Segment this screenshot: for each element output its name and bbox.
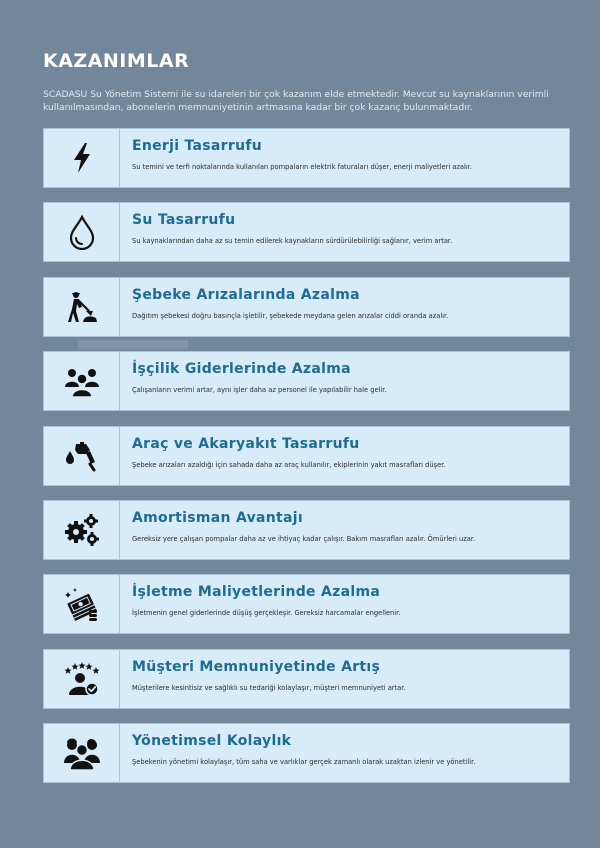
customer-rating-icon — [64, 661, 100, 697]
management-team-icon — [64, 735, 100, 771]
benefit-description: İşletmenin genel giderlerinde düşüş gerçekleşir. Gereksiz harcamalar engellenir. — [132, 609, 401, 618]
benefit-card — [43, 128, 570, 188]
benefit-icon-box — [44, 129, 120, 187]
benefit-card — [43, 202, 570, 262]
benefit-card — [43, 426, 570, 486]
benefit-card — [43, 500, 570, 560]
benefit-title: Şebeke Arızalarında Azalma — [132, 286, 360, 303]
benefit-title: İşçilik Giderlerinde Azalma — [132, 361, 351, 378]
benefit-description: Su kaynaklarından daha az su temin edilerek kaynakların sürdürülebilirliği sağlanır, verim artar. — [132, 237, 453, 246]
benefit-icon-box — [44, 352, 120, 410]
benefit-title: Müşteri Memnuniyetinde Artış — [132, 658, 381, 675]
benefit-description: Müşterilere kesintisiz ve sağlıklı su tedariği kolaylaşır, müşteri memnuniyeti artar. — [132, 683, 406, 692]
benefit-description: Şebekenin yönetimi kolaylaşır, tüm saha ve varlıklar gerçek zamanlı olarak uzaktan izlenir ve yönetilir. — [132, 758, 476, 767]
benefit-card — [43, 723, 570, 783]
benefit-icon-box — [44, 575, 120, 633]
benefit-card — [43, 351, 570, 411]
benefit-icon-box — [44, 650, 120, 708]
benefit-title: Araç ve Akaryakıt Tasarrufu — [132, 435, 360, 452]
benefits-list — [43, 128, 570, 798]
page-title: KAZANIMLAR — [43, 50, 190, 72]
lightning-icon — [64, 140, 100, 176]
people-group-icon — [64, 363, 100, 399]
gears-icon — [64, 512, 100, 548]
benefit-icon-box — [44, 724, 120, 782]
benefit-icon-box — [44, 203, 120, 261]
money-stack-icon — [64, 586, 100, 622]
benefit-title: İşletme Maliyetlerinde Azalma — [132, 584, 381, 601]
benefit-description: Su temini ve terfi noktalarında kullanılan pompaların elektrik faturaları düşer, enerji maliyetleri azalır. — [132, 163, 473, 171]
benefit-description: Çalışanların verimi artar, aynı işler daha az personel ile yapılabilir hale gelir. — [132, 386, 387, 395]
benefit-card — [43, 277, 570, 337]
benefit-title: Su Tasarrufu — [132, 212, 236, 229]
intro-paragraph: SCADASU Su Yönetim Sistemi ile su idareleri bir çok kazanım elde etmektedir. Mevcut su kaynaklarının verimli kullanılmasından, abonelerin memnuniyetinin artmasına kadar bir çok kazanç bulunmaktadır. — [43, 89, 549, 113]
fuel-nozzle-icon — [64, 438, 100, 474]
benefit-icon-box — [44, 278, 120, 336]
water-drop-icon — [64, 214, 100, 250]
benefit-title: Yönetimsel Kolaylık — [132, 733, 292, 750]
benefit-card — [43, 574, 570, 634]
benefit-description: Şebeke arızaları azaldığı için sahada daha az araç kullanılır, ekiplerinin yakıt masrafları düşer. — [132, 460, 446, 469]
benefit-icon-box — [44, 427, 120, 485]
worker-digging-icon — [64, 289, 100, 325]
benefit-title: Amortisman Avantajı — [132, 509, 303, 526]
benefit-title: Enerji Tasarrufu — [132, 138, 263, 154]
benefit-icon-box — [44, 501, 120, 559]
benefit-description: Gereksiz yere çalışan pompalar daha az ve ihtiyaç kadar çalışır. Bakım masrafları azalır. Ömürleri uzar. — [132, 534, 476, 543]
benefit-description: Dağıtım şebekesi doğru basınçla işletilir, şebekede meydana gelen arızalar ciddi oranda azalır. — [132, 311, 449, 320]
benefit-card — [43, 649, 570, 709]
